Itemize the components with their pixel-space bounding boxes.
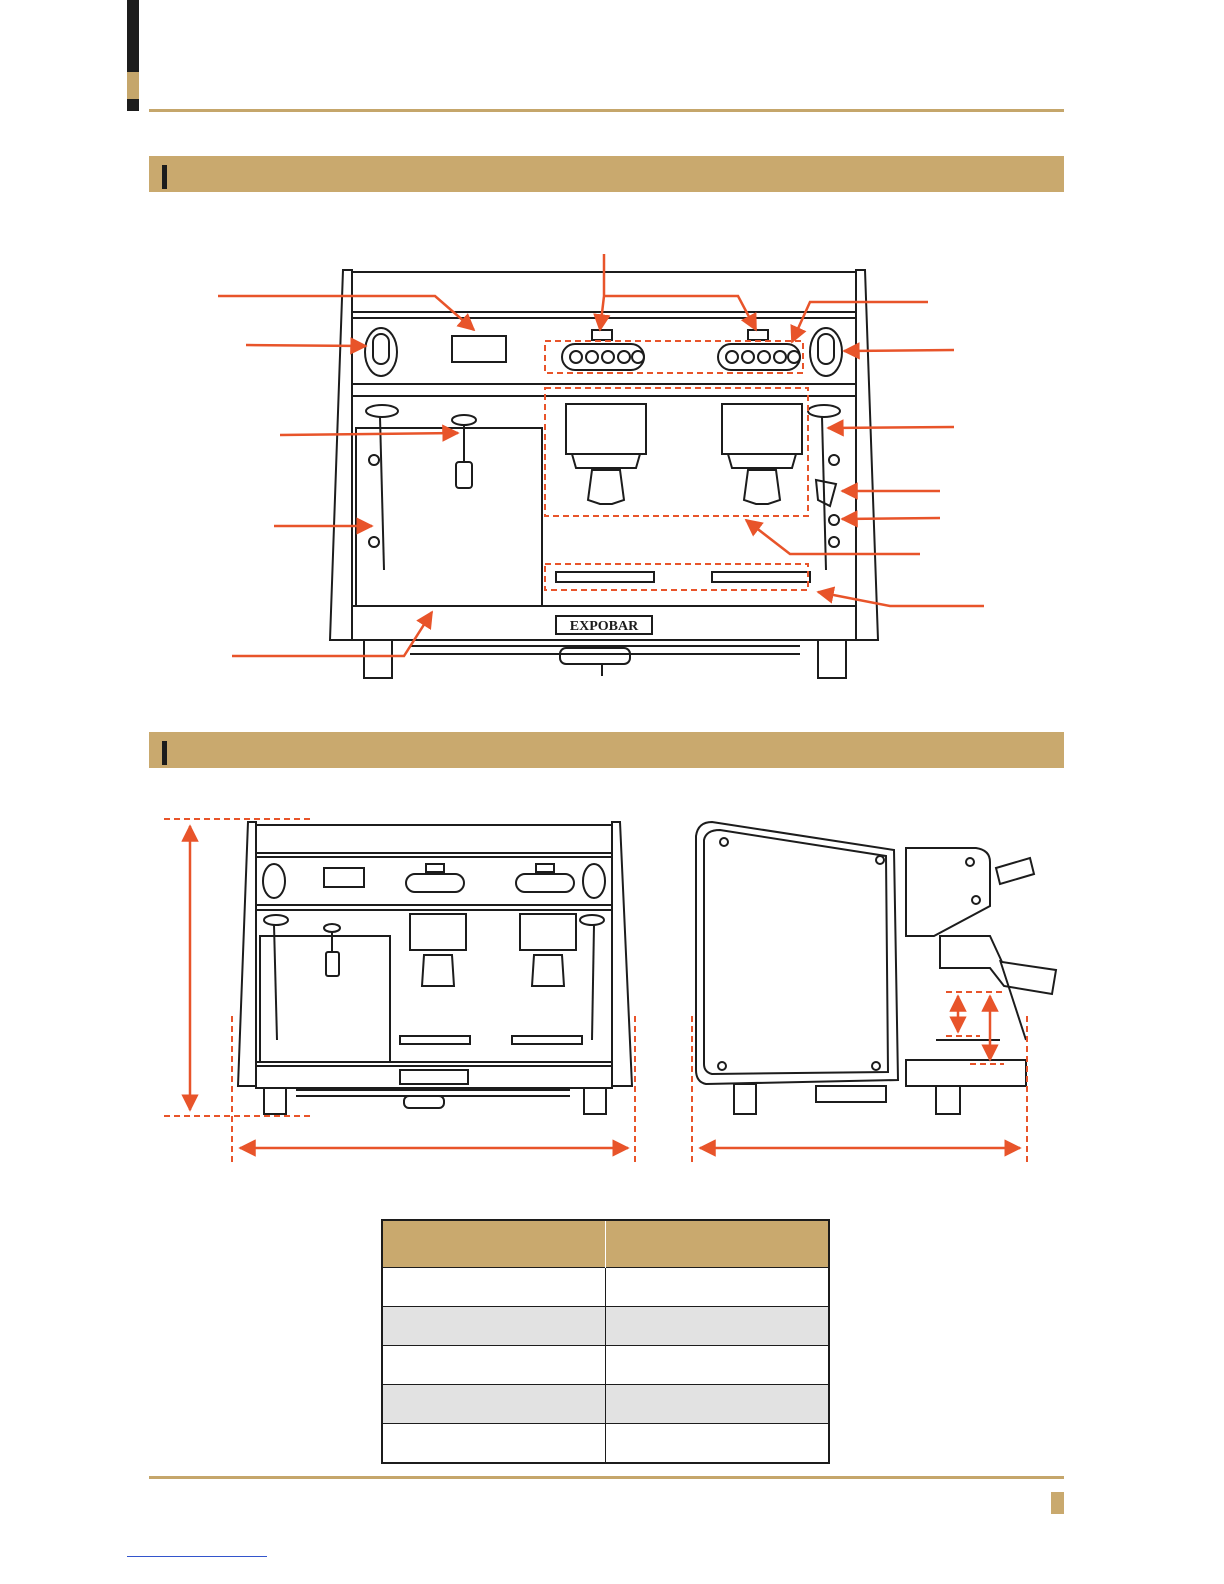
callout-line-gauge — [842, 518, 940, 519]
keypad-button — [586, 351, 598, 363]
group-indicator-right — [748, 330, 768, 340]
steam-wand-right — [822, 417, 826, 570]
spec-table-header — [606, 1220, 830, 1268]
table-row — [382, 1385, 829, 1424]
hot-water-tap-head — [452, 415, 476, 425]
footer-rule — [149, 1476, 1064, 1479]
keypad-button — [632, 351, 644, 363]
table-row — [382, 1268, 829, 1307]
side-drip-tray — [906, 1060, 1026, 1086]
table-row — [382, 1307, 829, 1346]
callout-line-cup-grids — [818, 592, 984, 606]
side-steam-knob — [996, 858, 1034, 884]
callout-line-steam-knob-right — [844, 350, 954, 351]
steam-knob-left-grip — [373, 334, 389, 364]
side-portafilter — [940, 936, 1056, 994]
spec-table — [381, 1219, 830, 1464]
table-cell — [382, 1385, 606, 1424]
keypad-button — [774, 351, 786, 363]
group-head-left — [566, 404, 646, 454]
table-cell — [606, 1307, 830, 1346]
table-cell — [382, 1346, 606, 1385]
keypad-button — [602, 351, 614, 363]
portafilter-left — [588, 470, 624, 504]
table-row — [382, 1346, 829, 1385]
cup-grid-left — [556, 572, 654, 582]
cup-grid-right — [712, 572, 810, 582]
pressure-gauge-dot — [829, 515, 839, 525]
steam-knob-right — [810, 328, 842, 376]
foot-left — [364, 640, 392, 678]
steam-knob-left — [365, 328, 397, 376]
spec-table-header-row — [382, 1220, 829, 1268]
keypad-button — [758, 351, 770, 363]
table-cell — [606, 1268, 830, 1307]
foot-right — [818, 640, 846, 678]
side-view — [696, 822, 1056, 1114]
page-number-tab — [1051, 1492, 1064, 1514]
side-steam-wand — [1000, 960, 1026, 1040]
front-view-small — [238, 822, 632, 1114]
table-cell — [606, 1346, 830, 1385]
keypad-button — [570, 351, 582, 363]
callout-line-steam-wand-right — [828, 427, 954, 428]
callout-line-steam-knob-left — [246, 345, 366, 346]
hot-water-nozzle — [456, 462, 472, 488]
callout-line-keypad — [792, 302, 928, 342]
footer-link-underline — [127, 1556, 267, 1557]
keypad-button — [742, 351, 754, 363]
callout-box-cup-grids — [545, 564, 808, 590]
group-indicator-left — [592, 330, 612, 340]
table-cell — [382, 1307, 606, 1346]
callout-line-drip-tray — [232, 612, 432, 656]
table-cell — [606, 1385, 830, 1424]
steam-wand-right-pivot — [808, 405, 840, 417]
water-tap-lever — [816, 480, 836, 506]
portafilter-right — [744, 470, 780, 504]
keypad-button — [788, 351, 800, 363]
side-body-panel — [696, 822, 898, 1084]
table-cell — [382, 1268, 606, 1307]
table-cell — [382, 1424, 606, 1464]
callout-box-keypads — [545, 341, 803, 373]
steam-wand-left — [380, 417, 384, 570]
display-screen — [452, 336, 506, 362]
steam-wand-left-pivot — [366, 405, 398, 417]
callout-line-hot-water — [280, 433, 458, 435]
right-side-panel — [856, 270, 878, 640]
steam-knob-right-grip — [818, 334, 834, 364]
callout-box-groups — [545, 388, 808, 516]
table-row — [382, 1424, 829, 1464]
spec-table-header — [382, 1220, 606, 1268]
table-cell — [606, 1424, 830, 1464]
keypad-button — [618, 351, 630, 363]
front-callout-boxes — [545, 341, 808, 590]
left-side-panel — [330, 270, 352, 640]
keypad-button — [726, 351, 738, 363]
brand-plate-text: EXPOBAR — [569, 619, 639, 634]
side-control-housing — [906, 848, 990, 936]
group-head-right — [722, 404, 802, 454]
body-left-panel — [356, 428, 542, 606]
